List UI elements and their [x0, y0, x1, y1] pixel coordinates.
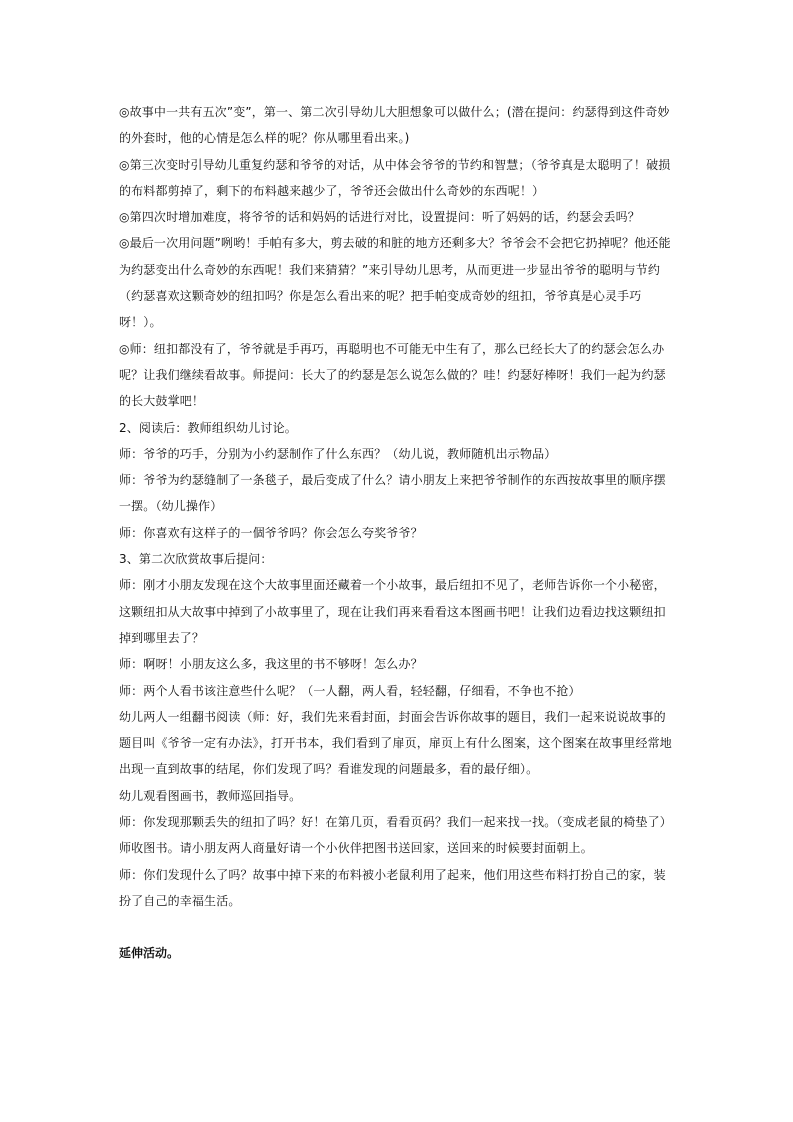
paragraph-find-button: 师：你发现那颗丢失的纽扣了吗？好！在第几页，看看页码？我们一起来找一找。（变成老鼠的椅垫了）师收图书。请小朋友两人商量好请一个小伙伴把图书送回家，送回来的时候要封面朝上。 — [119, 815, 672, 856]
paragraph-not-enough-books: 师：啊呀！小朋友这么多，我这里的书不够呀！怎么办？ — [119, 657, 423, 672]
extension-activity-heading: 延伸活动。 — [119, 946, 180, 961]
paragraph-teacher-question-2: 师：爷爷为约瑟缝制了一条毯子，最后变成了什么？请小朋友上来把爷爷制作的东西按故事里的顺序摆一摆。（幼儿操作） — [119, 473, 666, 514]
paragraph-little-story: 师：刚才小朋友发现在这个大故事里面还藏着一个小故事，最后纽扣不见了，老师告诉你一个小秘密，这颗纽扣从大故事中掉到了小故事里了，现在让我们再来看看这本图画书吧！让我们边看边找这颗纽扣掉到哪里去了？ — [119, 578, 666, 645]
paragraph-conclusion: 师：你们发现什么了吗？故事中掉下来的布料被小老鼠利用了起来，他们用这些布料打扮自己的家，装扮了自己的幸福生活。 — [119, 867, 666, 908]
document-body — [119, 99, 675, 966]
paragraph-variation-3: ◎第三次变时引导幼儿重复约瑟和爷爷的对话，从中体会爷爷的节约和智慧；（爷爷真是太聪明了！破损的布料都剪掉了，剩下的布料越来越少了，爷爷还会做出什么奇妙的东西呢！） — [119, 157, 671, 198]
paragraph-variation-1-2: ◎故事中一共有五次”变”，第一、第二次引导幼儿大胆想象可以做什么；(潜在提问：约瑟得到这件奇妙的外套时，他的心情是怎么样的呢？你从哪里看出来。) — [119, 105, 670, 146]
section-heading-second-reading: 3、第二次欣赏故事后提问： — [119, 552, 273, 567]
paragraph-pair-reading: 幼儿两人一组翻书阅读（师：好，我们先来看封面，封面会告诉你故事的题目，我们一起来说说故事的题目叫《爷爷一定有办法》，打开书本，我们看到了扉页，扉页上有什么图案，这个图案在故事里经常地出现一直到故事的结尾，你们发现了吗？看谁发现的问题最多，看的最仔细）。 — [119, 709, 672, 777]
paragraph-reading-rules: 师：两个人看书该注意些什么呢？（一人翻，两人看，轻轻翻，仔细看，不争也不抢） — [119, 683, 581, 698]
paragraph-teacher-guidance: 幼儿观看图画书，教师巡回指导。 — [119, 788, 302, 803]
paragraph-teacher-question-1: 师：爷爷的巧手，分别为小约瑟制作了什么东西？（幼儿说，教师随机出示物品） — [119, 446, 557, 461]
paragraph-teacher-question-3: 师：你喜欢有这样子的一個爷爷吗？你会怎么夸奖爷爷？ — [119, 525, 423, 540]
paragraph-variation-4: ◎第四次时增加难度，将爷爷的话和妈妈的话进行对比，设置提问：听了妈妈的话，约瑟会丢吗？ — [119, 210, 640, 225]
section-heading-after-reading: 2、阅读后：教师组织幼儿讨论。 — [119, 420, 297, 435]
paragraph-button-gone: ◎师：纽扣都没有了，爷爷就是手再巧，再聪明也不可能无中生有了，那么已经长大了的约瑟会怎么办呢？让我们继续看故事。师提问：长大了的约瑟是怎么说怎么做的？哇！约瑟好棒呀！我们一起为约瑟的长大鼓掌吧！ — [119, 341, 666, 409]
blank-line — [119, 914, 675, 940]
paragraph-variation-5: ◎最后一次用问题”咧哟！手帕有多大，剪去破的和脏的地方还剩多大？爷爷会不会把它扔掉呢？他还能为约瑟变出什么奇妙的东西呢！我们来猜猜？”来引导幼儿思考，从而更进一步显出爷爷的聪明与节约（约瑟喜欢这颗奇妙的纽扣吗？你是怎么看出来的呢？把手帕变成奇妙的纽扣，爷爷真是心灵手巧呀！）。 — [119, 236, 671, 330]
